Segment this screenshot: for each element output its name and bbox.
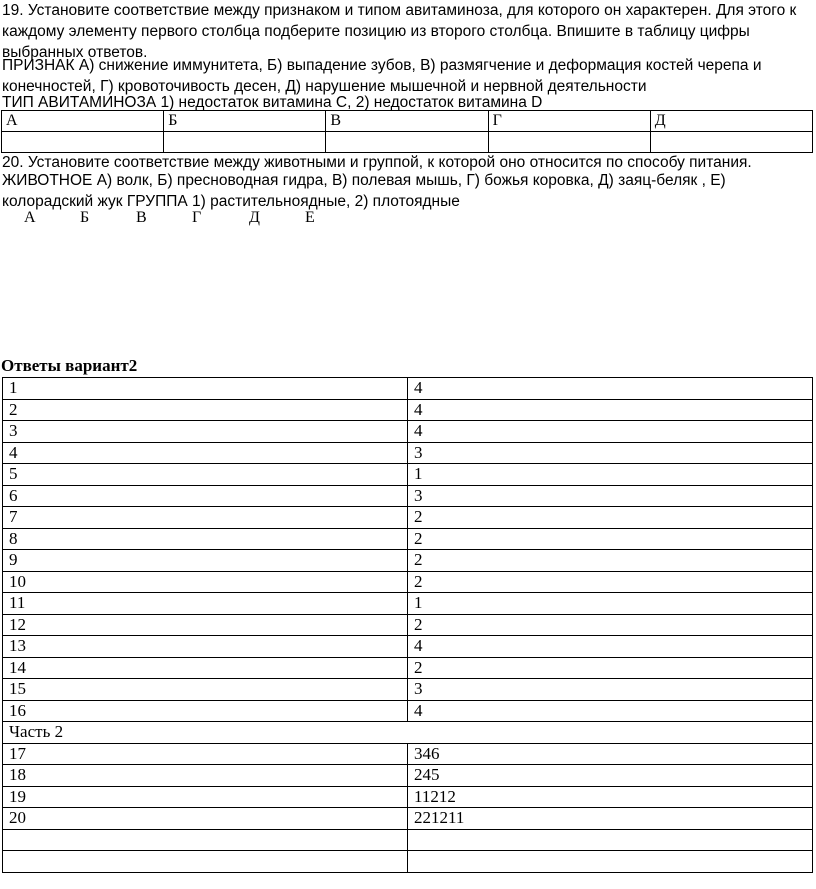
table-row [3, 399, 813, 421]
question-number-cell: 10 [3, 571, 408, 593]
answer-value-cell: 346 [408, 743, 813, 765]
answer-cell[interactable] [2, 132, 164, 153]
question-20-intro: 20. Установите соответствие между животными и группой, к которой оно относится по способу питания. [2, 154, 752, 171]
question-number-cell: 4 [3, 442, 408, 464]
letter-label: В [136, 209, 147, 226]
table-row [3, 571, 813, 593]
table-row [3, 657, 813, 679]
header-cell: Д [650, 111, 812, 132]
letter-label: Е [305, 209, 315, 226]
answer-value-cell: 3 [408, 442, 813, 464]
table-row [3, 851, 813, 873]
question-19-answer-table [1, 110, 813, 153]
question-number-cell: 5 [3, 464, 408, 486]
letter-label: Б [80, 209, 90, 226]
table-row [3, 593, 813, 615]
answers-title: Ответы вариант2 [1, 356, 138, 375]
table-row [3, 765, 813, 787]
table-row [3, 700, 813, 722]
answer-cell[interactable] [164, 132, 326, 153]
answer-value-cell: 245 [408, 765, 813, 787]
question-20-letters [0, 209, 400, 231]
table-row [2, 132, 813, 153]
header-cell: Б [164, 111, 326, 132]
table-row [3, 614, 813, 636]
table-row [3, 442, 813, 464]
answer-value-cell: 221211 [408, 808, 813, 830]
table-row [3, 808, 813, 830]
answer-value-cell: 2 [408, 528, 813, 550]
question-number-cell: 11 [3, 593, 408, 615]
table-row [3, 378, 813, 400]
answer-value-cell: 1 [408, 593, 813, 615]
answer-cell[interactable] [488, 132, 650, 153]
question-number-cell: 17 [3, 743, 408, 765]
question-number-cell: 12 [3, 614, 408, 636]
table-row [3, 485, 813, 507]
answer-value-cell: 1 [408, 464, 813, 486]
question-19-intro: 19. Установите соответствие между признаком и типом авитаминоза, для которого он характерен. Для этого к каждому элементу первого столбца подберите позицию из второго столбца. Впишите в таблицу цифры выбранных ответов. [2, 2, 797, 61]
question-19-features: ПРИЗНАК А) снижение иммунитета, Б) выпадение зубов, В) размягчение и деформация костей черепа и конечностей, Г) кровоточивость десен, Д) нарушение мышечной и нервной деятельности [2, 57, 762, 95]
question-number-cell: 20 [3, 808, 408, 830]
question-number-cell [3, 829, 408, 851]
table-row [3, 507, 813, 529]
question-number-cell: 8 [3, 528, 408, 550]
answer-value-cell: 4 [408, 636, 813, 658]
question-number-cell [3, 851, 408, 873]
answer-value-cell: 4 [408, 421, 813, 443]
header-cell: В [326, 111, 488, 132]
table-row [3, 679, 813, 701]
answer-value-cell: 4 [408, 399, 813, 421]
answer-value-cell: 2 [408, 657, 813, 679]
question-number-cell: 15 [3, 679, 408, 701]
answer-value-cell [408, 851, 813, 873]
table-row [3, 636, 813, 658]
question-number-cell: 14 [3, 657, 408, 679]
question-number-cell: 13 [3, 636, 408, 658]
answers-table [2, 377, 813, 873]
answer-value-cell: 2 [408, 550, 813, 572]
answer-value-cell: 4 [408, 700, 813, 722]
question-number-cell: 18 [3, 765, 408, 787]
answer-value-cell: 3 [408, 679, 813, 701]
answer-value-cell: 4 [408, 378, 813, 400]
table-row [3, 528, 813, 550]
letter-label: Г [192, 209, 202, 226]
table-row [2, 111, 813, 132]
question-number-cell: 19 [3, 786, 408, 808]
answer-cell[interactable] [326, 132, 488, 153]
table-row [3, 722, 813, 744]
part-2-label: Часть 2 [3, 722, 813, 744]
answer-value-cell: 2 [408, 571, 813, 593]
answer-value-cell: 3 [408, 485, 813, 507]
header-cell: А [2, 111, 164, 132]
answer-value-cell: 2 [408, 614, 813, 636]
table-row [3, 743, 813, 765]
answer-cell[interactable] [650, 132, 812, 153]
table-row [3, 829, 813, 851]
question-20-items: ЖИВОТНОЕ А) волк, Б) пресноводная гидра, В) полевая мышь, Г) божья коровка, Д) заяц-беляк , Е) колорадский жук ГРУППА 1) растительноядные, 2) плотоядные [2, 172, 726, 210]
question-number-cell: 7 [3, 507, 408, 529]
table-row [3, 421, 813, 443]
question-number-cell: 16 [3, 700, 408, 722]
table-row [3, 464, 813, 486]
question-number-cell: 1 [3, 378, 408, 400]
letter-label: Д [249, 209, 260, 226]
table-row [3, 550, 813, 572]
question-number-cell: 3 [3, 421, 408, 443]
header-cell: Г [488, 111, 650, 132]
question-number-cell: 9 [3, 550, 408, 572]
answer-value-cell: 2 [408, 507, 813, 529]
letter-label: А [24, 209, 36, 226]
answer-value-cell: 11212 [408, 786, 813, 808]
answer-value-cell [408, 829, 813, 851]
question-number-cell: 6 [3, 485, 408, 507]
question-number-cell: 2 [3, 399, 408, 421]
table-row [3, 786, 813, 808]
question-19-types: ТИП АВИТАМИНОЗА 1) недостаток витамина С, 2) недостаток витамина D [2, 94, 543, 111]
